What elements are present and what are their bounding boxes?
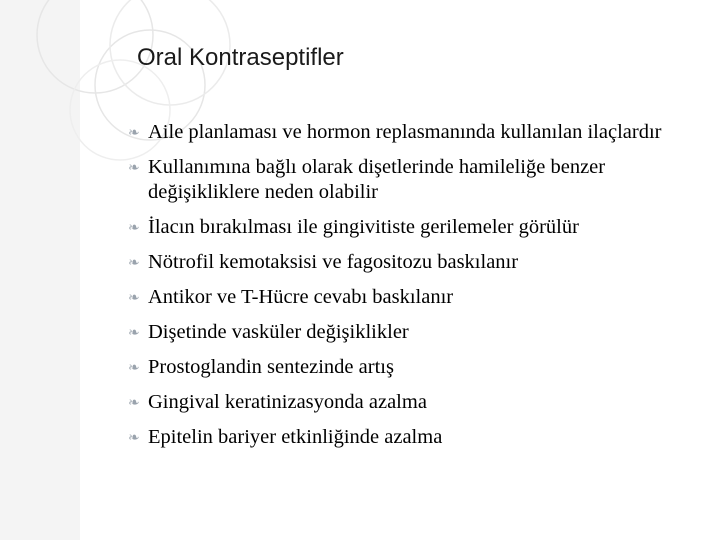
bullet-item xyxy=(128,250,703,275)
bullet-text: Kullanımına bağlı olarak dişetlerinde hamileliğe benzer değişikliklere neden olabilir xyxy=(148,156,606,203)
bullet-text: Epitelin bariyer etkinliğinde azalma xyxy=(148,426,443,448)
bullet-item xyxy=(128,320,703,345)
bullet-list xyxy=(128,120,703,460)
leaf-bullet-icon: ❧ xyxy=(128,431,140,446)
leaf-bullet-icon: ❧ xyxy=(128,221,140,236)
bullet-text: Antikor ve T-Hücre cevabı baskılanır xyxy=(148,286,454,308)
bullet-item xyxy=(128,285,703,310)
bullet-item xyxy=(128,355,703,380)
leaf-bullet-icon: ❧ xyxy=(128,126,140,141)
leaf-bullet-icon: ❧ xyxy=(128,256,140,271)
slide-title: Oral Kontraseptifler xyxy=(137,44,344,71)
bullet-item xyxy=(128,215,703,240)
leaf-bullet-icon: ❧ xyxy=(128,291,140,306)
bullet-text: Dişetinde vasküler değişiklikler xyxy=(148,321,409,343)
leaf-bullet-icon: ❧ xyxy=(128,161,140,176)
bullet-item xyxy=(128,390,703,415)
bullet-text: Gingival keratinizasyonda azalma xyxy=(148,391,427,413)
bullet-item xyxy=(128,120,703,145)
bullet-text: Prostoglandin sentezinde artış xyxy=(148,356,394,378)
bullet-item xyxy=(128,425,703,450)
bullet-text: Nötrofil kemotaksisi ve fagositozu baskılanır xyxy=(148,251,519,273)
bullet-text: Aile planlaması ve hormon replasmanında kullanılan ilaçlardır xyxy=(148,121,662,143)
bullet-text: İlacın bırakılması ile gingivitiste gerilemeler görülür xyxy=(148,216,579,238)
leaf-bullet-icon: ❧ xyxy=(128,396,140,411)
leaf-bullet-icon: ❧ xyxy=(128,326,140,341)
side-band xyxy=(0,0,80,540)
leaf-bullet-icon: ❧ xyxy=(128,361,140,376)
bullet-item xyxy=(128,155,703,205)
